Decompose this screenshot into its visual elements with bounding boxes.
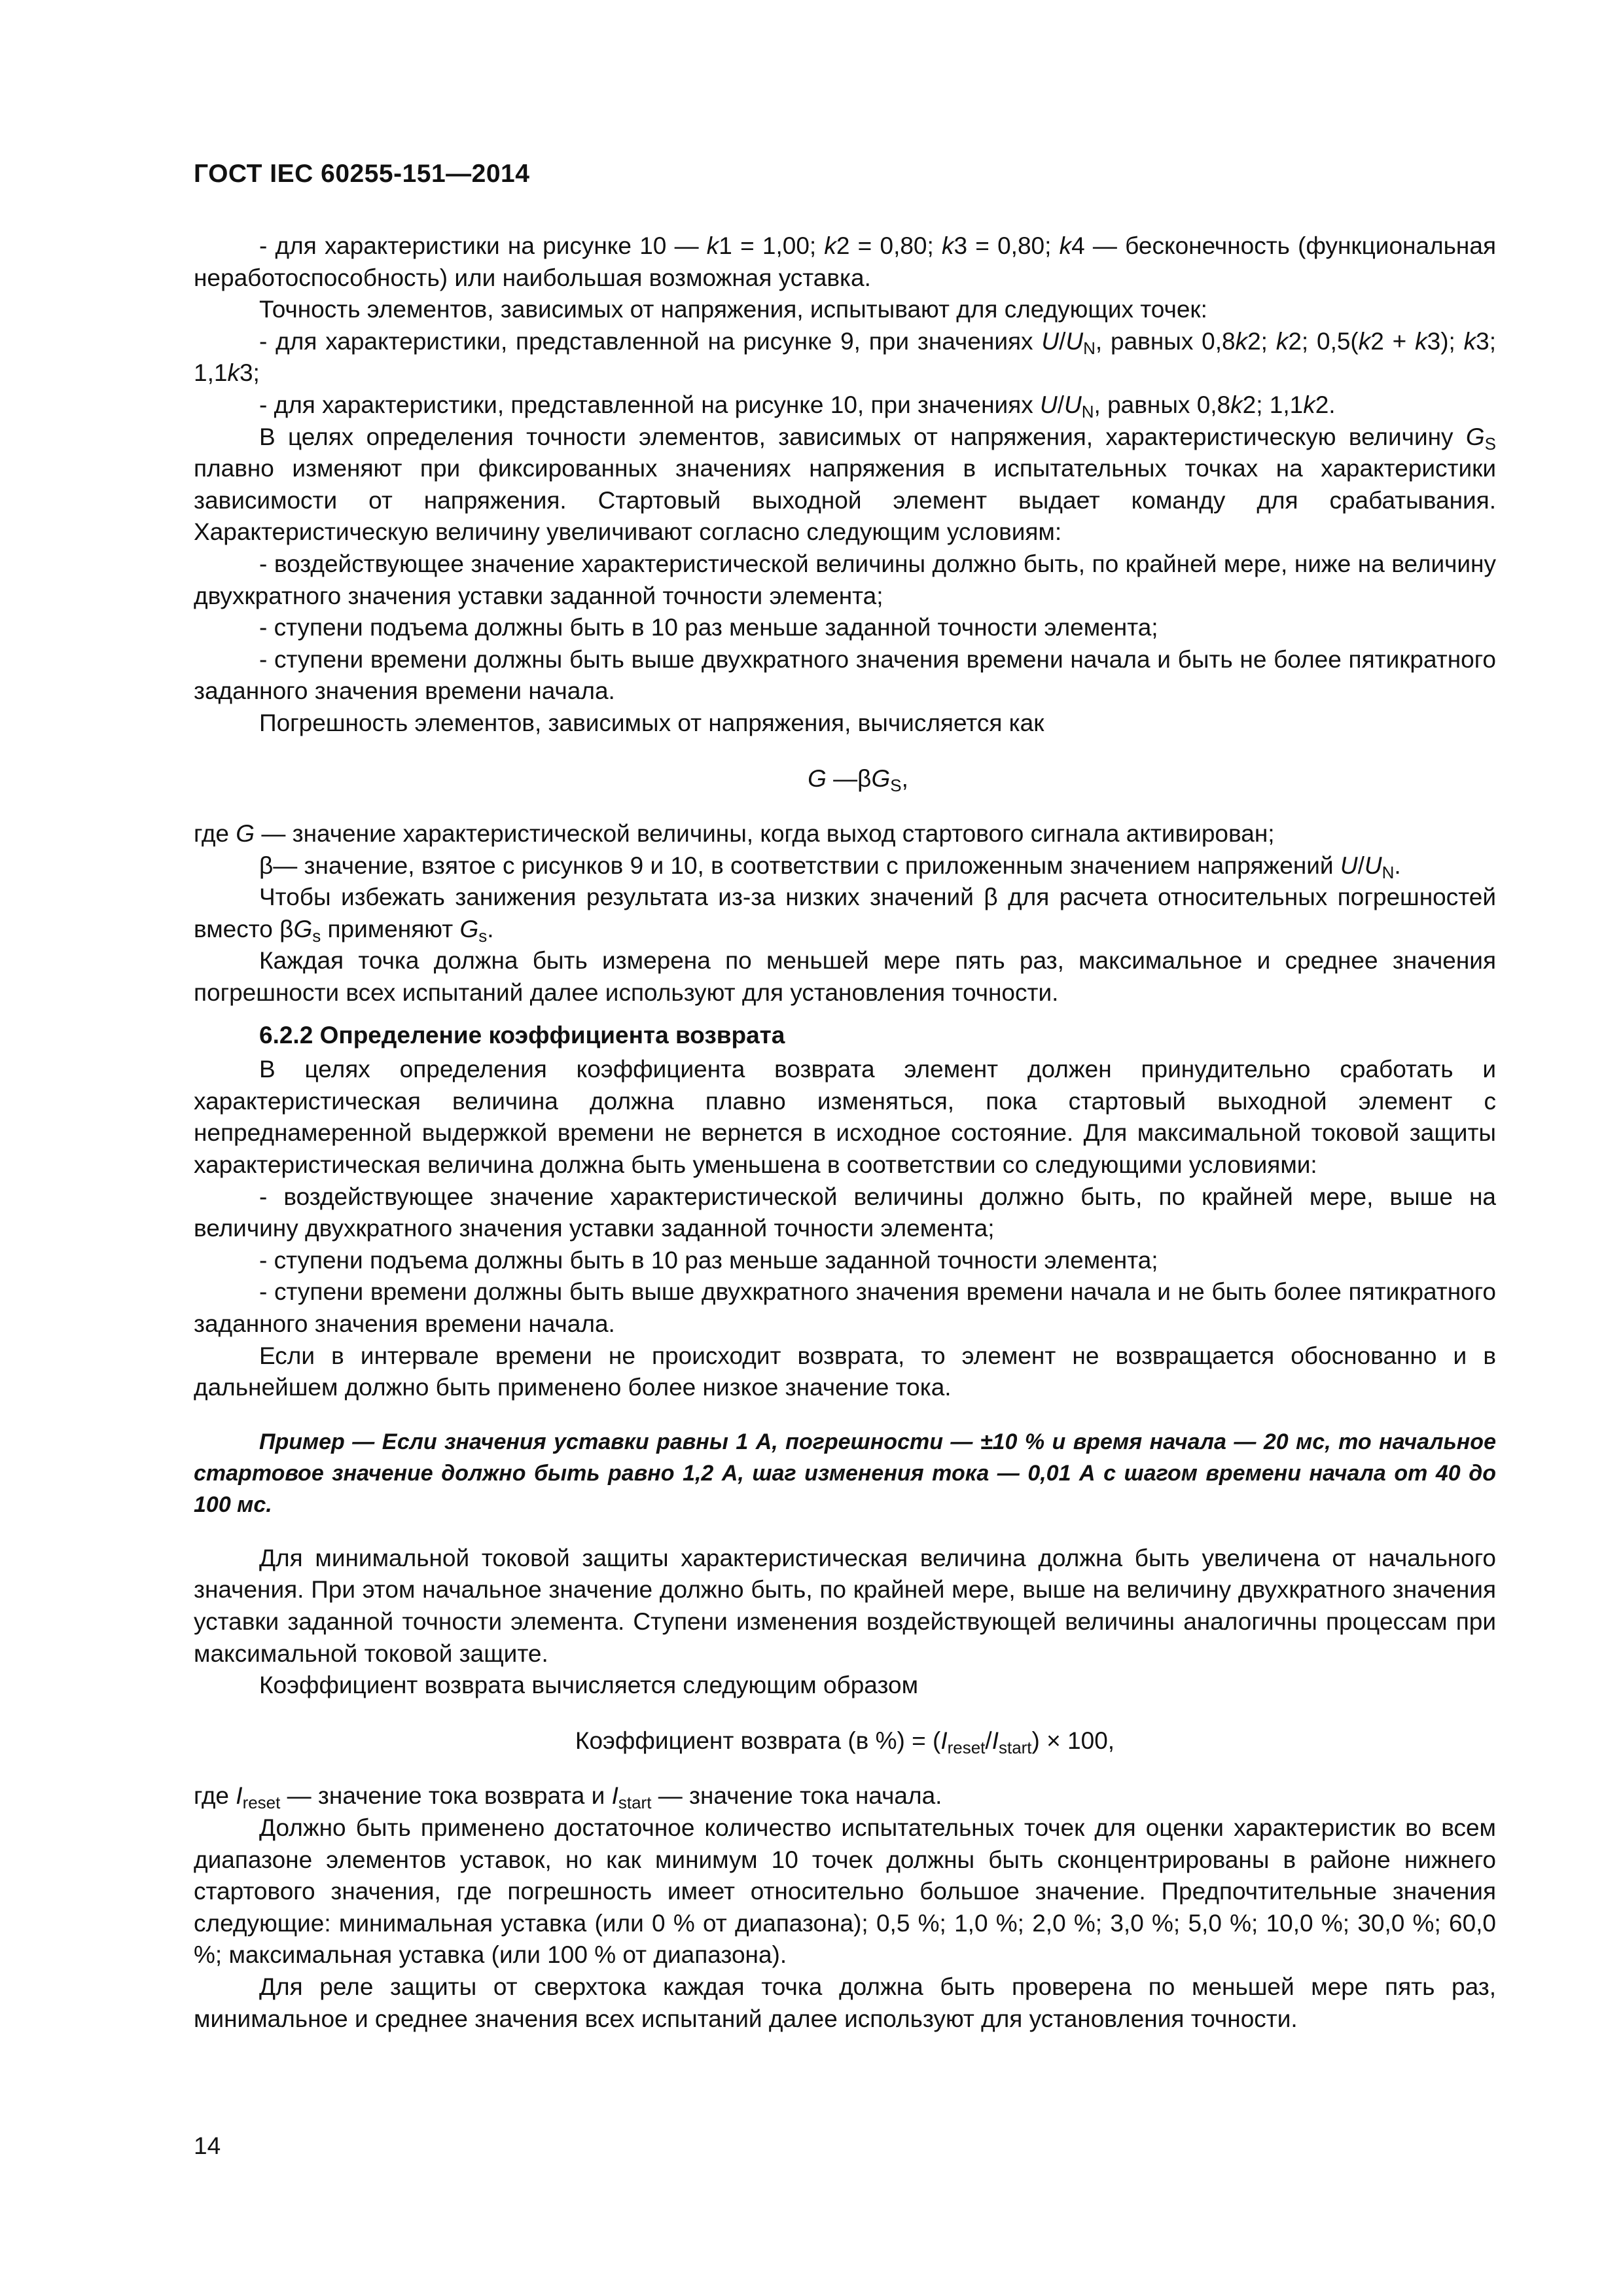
paragraph-no-reset: Если в интервале времени не происходит возврата, то элемент не возвращается обоснованно и в дальнейшем должно быть применено более низкое значение тока.	[194, 1342, 1496, 1401]
page-number: 14	[194, 2132, 221, 2159]
paragraph-condition-3: - ступени времени должны быть выше двухкратного значения времени начала и быть не более пятикратного заданного значения времени начала.	[194, 645, 1496, 705]
paragraph-reset-condition-3: - ступени времени должны быть выше двухкратного значения времени начала и не быть более пятикратного заданного значения времени начала.	[194, 1278, 1496, 1337]
paragraph-relative-error: Чтобы избежать занижения результата из-за низких значений β для расчета относительных погрешностей вместо $\beta G_s$ применяют $G_s$.	[194, 884, 1496, 946]
paragraph-beta: β— значение, взятое с рисунков 9 и 10, в соответствии с приложенным значением напряжений $U/U_N$.	[259, 852, 1401, 882]
paragraph-fig10-values: - для характеристики на рисунке 10 — k1 = 1,00; k2 = 0,80; k3 = 0,80; k4 — бесконечность (функциональная неработоспособность) или наибольшая возможная уставка.	[194, 232, 1496, 291]
paragraph-reset-condition-1: - воздействующее значение характеристической величины должно быть, по крайней мере, выше на величину двухкратного значения уставки заданной точности элемента;	[194, 1183, 1496, 1242]
document-header: ГОСТ IEC 60255-151—2014	[194, 160, 530, 188]
paragraph-overcurrent-relay: Для реле защиты от сверхтока каждая точка должна быть проверена по меньшей мере пять раз, минимальное и среднее значения всех испытаний далее используют для установления точности.	[194, 1973, 1496, 2032]
paragraph-test-points: Должно быть применено достаточное количество испытательных точек для оценки характеристик во всем диапазоне элементов уставок, но как минимум 10 точек должны быть сконцентрированы в районе нижнего стартового значения, где погрешность имеет относительно большое значение. Предпочтительные значения следующие: минимальная уставка (или 0 % от диапазона); 0,5 %; 1,0 %; 2,0 %; 3,0 %; 5,0 %; 10,0 %; 30,0 %; 60,0 %; максимальная уставка (или 100 % от диапазона).	[194, 1814, 1496, 1969]
paragraph-gs-variation: В целях определения точности элементов, зависимых от напряжения, характеристическую величину $G_S$ плавно изменяют при фиксированных значениях напряжения в испытательных точках на характеристики зависимости от напряжения. Стартовый выходной элемент выдает команду для срабатывания. Характеристическую величину увеличивают согласно следующим условиям:	[194, 423, 1496, 546]
document-body	[194, 230, 1496, 2035]
paragraph-error-calc: Погрешность элементов, зависимых от напряжения, вычисляется как	[259, 709, 1044, 736]
paragraph-reset-ratio-intro: В целях определения коэффициента возврата элемент должен принудительно сработать и характеристическая величина должна плавно изменяться, пока стартовый выходной элемент с непреднамеренной выдержкой времени не вернется в исходное состояние. Для максимальной токовой защиты характеристическая величина должна быть уменьшена в соответствии со следующими условиями:	[194, 1056, 1496, 1179]
paragraph-condition-2: - ступени подъема должны быть в 10 раз меньше заданной точности элемента;	[259, 614, 1158, 641]
paragraph-reset-condition-2: - ступени подъема должны быть в 10 раз меньше заданной точности элемента;	[259, 1246, 1158, 1274]
paragraph-accuracy-points: Точность элементов, зависимых от напряжения, испытывают для следующих точек:	[259, 296, 1207, 323]
paragraph-where-i: где $I_{reset}$ — значение тока возврата и $I_{start}$ — значение тока начала.	[194, 1782, 942, 1813]
section-heading-6-2-2: 6.2.2 Определение коэффициента возврата	[259, 1021, 785, 1049]
paragraph-undercurrent: Для минимальной токовой защиты характеристическая величина должна быть увеличена от начального значения. При этом начальное значение должно быть, по крайней мере, выше на величину двухкратного значения уставки заданной точности элемента. Ступени изменения воздействующей величины аналогичны процессам при максимальной токовой защите.	[194, 1544, 1496, 1667]
paragraph-fig10-points: - для характеристики, представленной на рисунке 10, при значениях $U/U_N$, равных 0,8k2; 1,1k2.	[259, 391, 1336, 422]
formula-error: G $—\beta G_S$,	[808, 764, 908, 795]
paragraph-reset-ratio-calc: Коэффициент возврата вычисляется следующим образом	[259, 1672, 919, 1699]
formula-reset-ratio: Коэффициент возврата (в %) = $(I_{reset}/I_{start}) \times 100$,	[575, 1727, 1115, 1757]
paragraph-measure-five-times: Каждая точка должна быть измерена по меньшей мере пять раз, максимальное и среднее значения погрешности всех испытаний далее используют для установления точности.	[194, 947, 1496, 1007]
paragraph-condition-1: - воздействующее значение характеристической величины должно быть, по крайней мере, ниже на величину двухкратного значения уставки заданной точности элемента;	[194, 550, 1496, 609]
example-note: Пример — Если значения уставки равны 1 А, погрешности — ±10 % и время начала — 20 мс, то начальное стартовое значение должно быть равно 1,2 А, шаг изменения тока — 0,01 А с шагом времени начала от 40 до 100 мс.	[194, 1429, 1496, 1517]
paragraph-fig9-points: - для характеристики, представленной на рисунке 9, при значениях $U/U_N$, равных 0,8k2; k2; 0,5(k2 + k3); k3; 1,1k3;	[194, 327, 1496, 387]
paragraph-where-g: где G — значение характеристической величины, когда выход стартового сигнала активирован;	[194, 820, 1275, 848]
